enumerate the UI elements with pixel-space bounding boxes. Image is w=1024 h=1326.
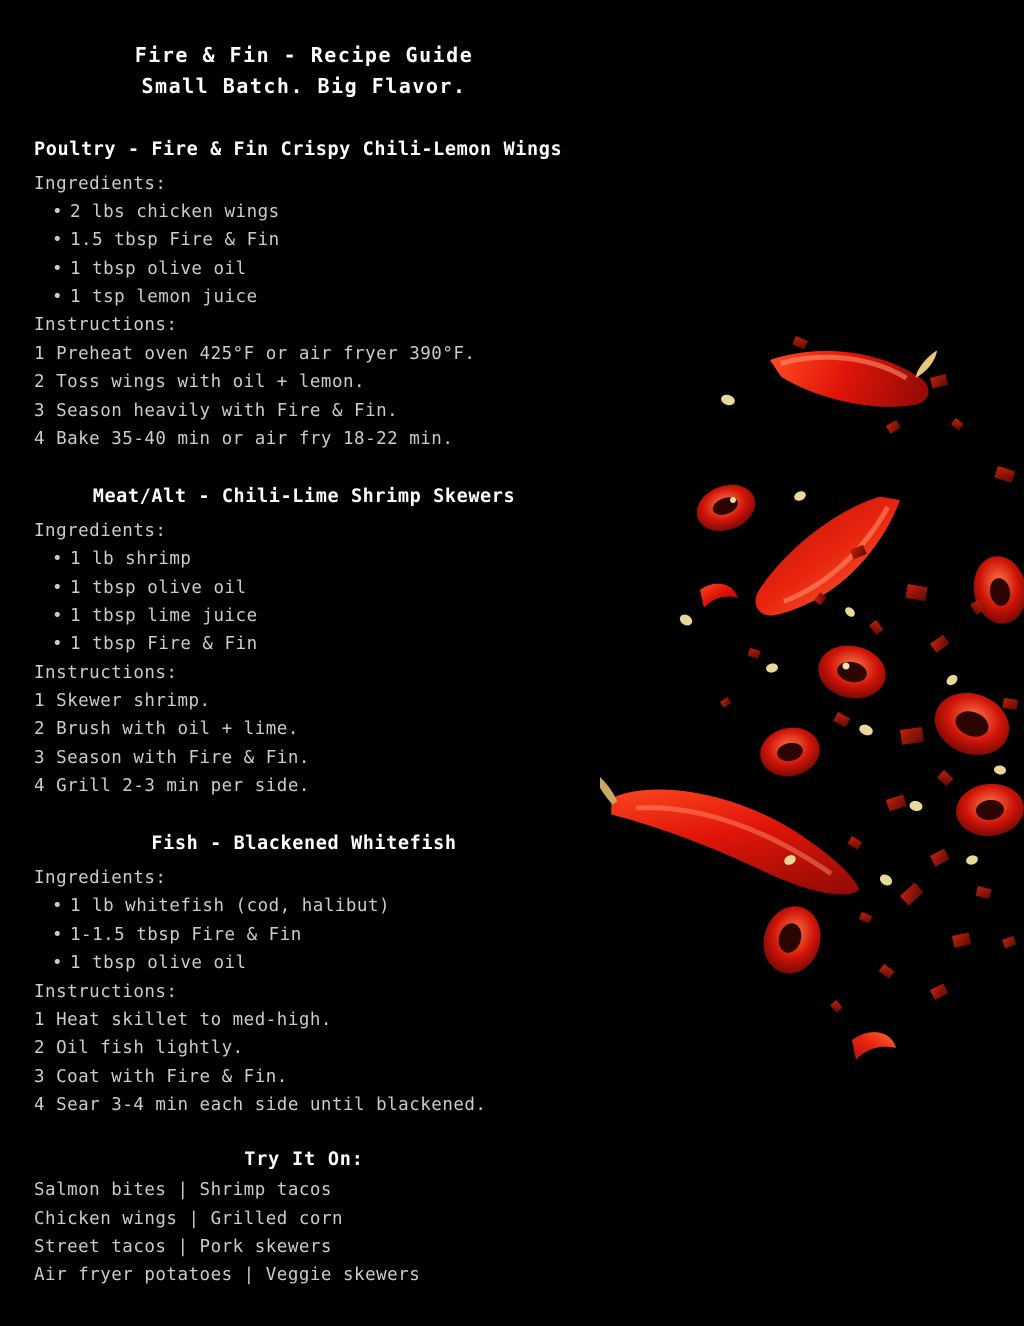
list-item: • 1 tsp lemon juice [34, 283, 620, 311]
title-block [34, 40, 574, 102]
recipe-heading: Poultry - Fire & Fin Crispy Chili-Lemon Wings [34, 139, 563, 160]
instructions-label: Instructions: [34, 981, 178, 1002]
instruction-step: 1 Skewer shrimp. [34, 691, 211, 711]
list-item: • 1 tbsp lime juice [34, 602, 620, 630]
instruction-step: 4 Grill 2-3 min per side. [34, 776, 310, 797]
list-item: • 2 lbs chicken wings [34, 198, 620, 226]
try-it-on-line: Chicken wings | Grilled corn [34, 1208, 344, 1229]
instruction-step: 3 Coat with Fire & Fin. [34, 1066, 288, 1087]
try-it-on-heading: Try It On: [244, 1149, 364, 1171]
list-item: • 1 lb whitefish (cod, halibut) [34, 892, 620, 920]
instruction-step: 2 Oil fish lightly. [34, 1038, 244, 1059]
recipe-fish [34, 830, 620, 1119]
chili-artwork [600, 300, 1024, 1100]
page-title: Fire & Fin - Recipe Guide [134, 43, 474, 67]
list-item: • 1 tbsp Fire & Fin [34, 630, 620, 658]
ingredient-list [34, 545, 620, 658]
instruction-step: 1 Heat skillet to med-high. [34, 1009, 332, 1030]
instructions-label: Instructions: [34, 315, 178, 336]
recipe-poultry [34, 136, 620, 453]
try-it-on-line: Air fryer potatoes | Veggie skewers [34, 1265, 421, 1286]
try-it-on-line: Street tacos | Pork skewers [34, 1236, 332, 1257]
ingredient-list [34, 198, 620, 311]
list-item: • 1-1.5 tbsp Fire & Fin [34, 921, 620, 949]
instruction-step: 4 Sear 3-4 min each side until blackened. [34, 1094, 487, 1115]
ingredients-label: Ingredients: [34, 868, 167, 889]
list-item: • 1 lb shrimp [34, 545, 620, 573]
list-item: • 1 tbsp olive oil [34, 255, 620, 283]
try-it-on-line: Salmon bites | Shrimp tacos [34, 1180, 332, 1201]
recipe-meat-alt [34, 483, 620, 800]
recipe-heading: Meat/Alt - Chili-Lime Shrimp Skewers [92, 486, 516, 508]
instruction-step: 2 Toss wings with oil + lemon. [34, 372, 366, 393]
instruction-step: 4 Bake 35-40 min or air fry 18-22 min. [34, 428, 454, 449]
list-item: • 1.5 tbsp Fire & Fin [34, 226, 620, 254]
page-subtitle: Small Batch. Big Flavor. [141, 74, 467, 98]
instructions-label: Instructions: [34, 662, 178, 683]
instruction-step: 3 Season heavily with Fire & Fin. [34, 400, 399, 421]
list-item: • 1 tbsp olive oil [34, 574, 620, 602]
try-it-on-section [34, 1149, 620, 1289]
ingredient-list [34, 892, 620, 977]
ingredients-label: Ingredients: [34, 173, 167, 194]
instruction-step: 2 Brush with oil + lime. [34, 719, 299, 740]
instruction-step: 3 Season with Fire & Fin. [34, 747, 310, 768]
instruction-step: 1 Preheat oven 425°F or air fryer 390°F. [34, 343, 476, 364]
ingredients-label: Ingredients: [34, 520, 167, 541]
recipe-heading: Fish - Blackened Whitefish [151, 833, 457, 855]
list-item: • 1 tbsp olive oil [34, 949, 620, 977]
